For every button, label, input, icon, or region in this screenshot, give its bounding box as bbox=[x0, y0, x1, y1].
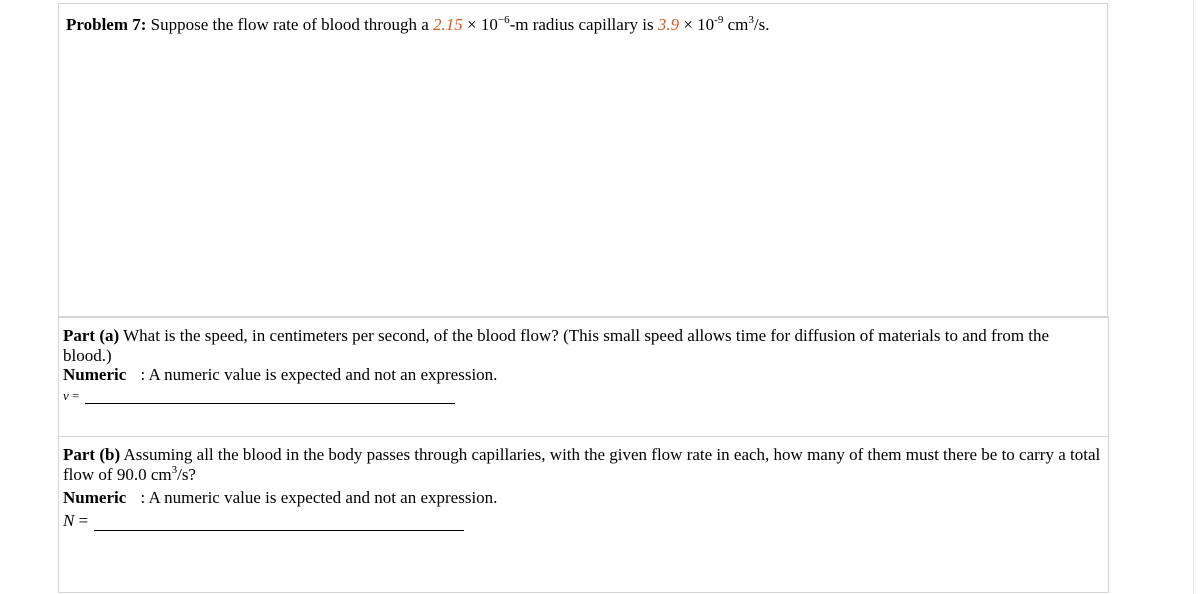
part-a-question bbox=[63, 326, 1093, 366]
flow-unit-exponent: 3 bbox=[748, 14, 754, 26]
problem-text-1: Suppose the flow rate of blood through a bbox=[150, 15, 429, 34]
part-a-answer-input[interactable] bbox=[85, 389, 455, 404]
right-edge-divider bbox=[1193, 0, 1194, 594]
flow-exponent: -9 bbox=[714, 14, 724, 26]
part-b-question-tail: /s? bbox=[177, 465, 196, 484]
part-b-box bbox=[58, 436, 1109, 593]
part-a-question-text: What is the speed, in centimeters per second, of the blood flow? (This small speed allows time for diffusion of materials to and from the blood.) bbox=[63, 326, 1050, 365]
radius-value: 2.15 bbox=[433, 15, 463, 34]
flow-unit: cm bbox=[727, 15, 749, 34]
part-a-variable: v bbox=[63, 388, 69, 403]
part-b-numeric-hint bbox=[63, 488, 497, 508]
problem-statement-box bbox=[58, 3, 1108, 317]
times-sign-2: × bbox=[683, 15, 693, 34]
part-a-numeric-label: Numeric bbox=[63, 365, 127, 384]
part-b-equals: = bbox=[78, 511, 89, 530]
part-b-label: Part (b) bbox=[63, 445, 121, 464]
part-b-question bbox=[63, 445, 1108, 487]
part-a-label: Part (a) bbox=[63, 326, 120, 345]
problem-statement bbox=[66, 15, 769, 35]
flow-value: 3.9 bbox=[657, 15, 680, 34]
problem-label: Problem 7: bbox=[66, 15, 147, 34]
problem-text-2: -m radius capillary is bbox=[509, 15, 654, 34]
part-b-variable: N bbox=[63, 511, 75, 530]
part-b-question-text: Assuming all the blood in the body passes through capillaries, with the given flow rate in each, how many of them must there be to carry a total flow of 90.0 cm bbox=[63, 445, 1101, 484]
part-a-equals: = bbox=[72, 388, 80, 403]
radius-base: 10 bbox=[480, 15, 498, 34]
flow-base: 10 bbox=[697, 15, 715, 34]
part-b-numeric-label: Numeric bbox=[63, 488, 127, 507]
part-a-box bbox=[58, 317, 1109, 437]
part-b-answer-input[interactable] bbox=[94, 514, 464, 531]
part-b-question-exponent: 3 bbox=[171, 464, 178, 476]
part-a-answer-row bbox=[63, 388, 455, 404]
part-b-answer-row bbox=[63, 511, 464, 531]
part-a-numeric-text: : A numeric value is expected and not an expression. bbox=[140, 365, 498, 384]
flow-unit-tail: /s. bbox=[753, 15, 770, 34]
radius-exponent: −6 bbox=[497, 14, 510, 26]
times-sign-1: × bbox=[467, 15, 477, 34]
part-a-numeric-hint bbox=[63, 365, 497, 385]
part-b-numeric-text: : A numeric value is expected and not an expression. bbox=[140, 488, 498, 507]
